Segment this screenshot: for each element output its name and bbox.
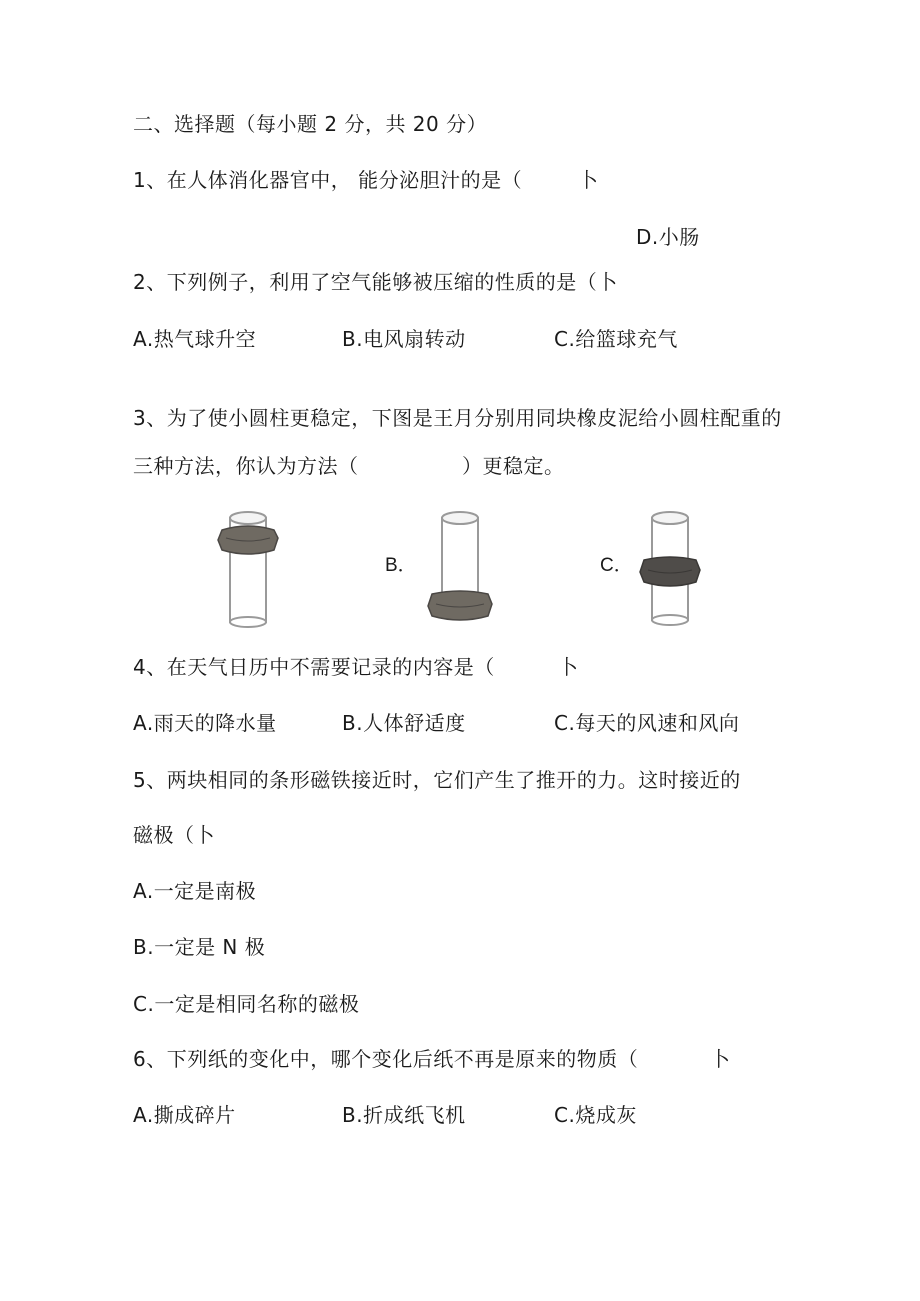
q3-figure-b-cylinder-clay-bottom (420, 508, 500, 628)
q5-option-c: C.一定是相同名称的磁极 (133, 992, 360, 1016)
q5-stem-line2: 磁极（卜 (133, 823, 215, 847)
q6-option-a: A.撕成碎片 (133, 1103, 236, 1127)
q1-answer-tail: 卜 (578, 168, 599, 192)
q3-stem-line2-b: ）更稳定。 (462, 454, 565, 478)
q3-figure-c-cylinder-clay-middle (630, 508, 710, 628)
q6-answer-tail: 卜 (710, 1047, 731, 1071)
q5-option-b: B.一定是 N 极 (133, 935, 266, 959)
q4-answer-tail: 卜 (558, 655, 579, 679)
q2-option-c: C.给篮球充气 (554, 327, 678, 351)
q4-option-b: B.人体舒适度 (342, 711, 466, 735)
q2-option-a: A.热气球升空 (133, 327, 257, 351)
q5-option-a: A.一定是南极 (133, 879, 257, 903)
q1-stem: 1、在人体消化器官中， 能分泌胆汁的是（ (133, 168, 523, 192)
q4-stem: 4、在天气日历中不需要记录的内容是（ (133, 655, 495, 679)
q6-option-b: B.折成纸飞机 (342, 1103, 466, 1127)
q2-stem: 2、下列例子，利用了空气能够被压缩的性质的是（卜 (133, 270, 618, 294)
q2-option-b: B.电风扇转动 (342, 327, 466, 351)
q6-option-c: C.烧成灰 (554, 1103, 637, 1127)
q1-option-d: D.小肠 (636, 225, 700, 249)
q3-stem-line1: 3、为了使小圆柱更稳定，下图是王月分别用同块橡皮泥给小圆柱配重的 (133, 406, 782, 430)
q3-label-b: B． (385, 555, 417, 576)
q3-stem-line2-a: 三种方法，你认为方法（ (133, 454, 359, 478)
q4-option-a: A.雨天的降水量 (133, 711, 277, 735)
section-title: 二、选择题（每小题 2 分，共 20 分） (133, 112, 488, 136)
q5-stem-line1: 5、两块相同的条形磁铁接近时，它们产生了推开的力。这时接近的 (133, 768, 741, 792)
q3-figure-a-cylinder-clay-top (208, 508, 288, 628)
q3-label-c: C． (600, 555, 633, 576)
q4-option-c: C.每天的风速和风向 (554, 711, 740, 735)
q6-stem: 6、下列纸的变化中，哪个变化后纸不再是原来的物质（ (133, 1047, 639, 1071)
